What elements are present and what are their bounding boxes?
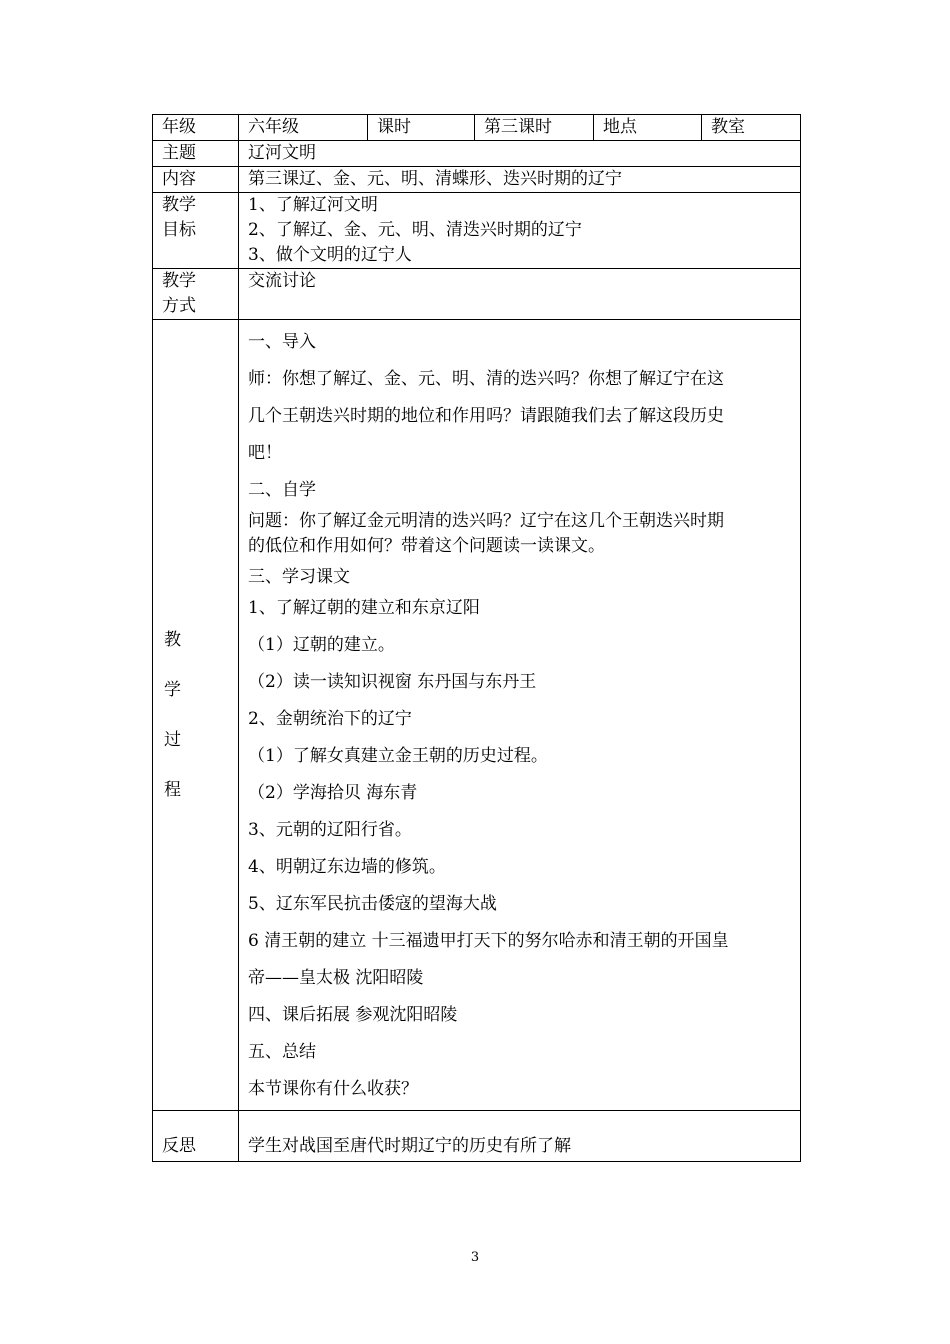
process-label-char: 教	[164, 630, 181, 650]
study-subitem: （2）读一读知识视窗 东丹国与东丹王	[248, 672, 537, 692]
study-item: 2、金朝统治下的辽宁	[248, 709, 412, 729]
goal-item: 3、做个文明的辽宁人	[248, 245, 412, 265]
study-item: 3、元朝的辽阳行省。	[248, 820, 412, 840]
process-label-char: 过	[164, 730, 181, 750]
page-number: 3	[470, 1250, 480, 1265]
goals-label-line2: 目标	[162, 220, 196, 240]
topic-row	[153, 141, 801, 167]
study-item-continued: 帝——皇太极 沈阳昭陵	[248, 968, 424, 988]
topic-value: 辽河文明	[239, 141, 801, 167]
lesson-plan-sheet	[152, 114, 800, 1162]
place-value: 教室	[702, 115, 801, 141]
study-item: 5、辽东军民抗击倭寇的望海大战	[248, 894, 497, 914]
intro-text-line: 师：你想了解辽、金、元、明、清的迭兴吗？你想了解辽宁在这	[248, 369, 724, 389]
process-content	[239, 320, 801, 1111]
goals-row	[153, 193, 801, 269]
method-label	[153, 269, 239, 320]
study-item: 6 清王朝的建立 十三福遗甲打天下的努尔哈赤和清王朝的开国皇	[248, 931, 729, 951]
topic-label: 主题	[153, 141, 239, 167]
study-item: 4、明朝辽东边墙的修筑。	[248, 857, 446, 877]
grade-label: 年级	[153, 115, 239, 141]
intro-text-line: 吧！	[248, 443, 282, 463]
method-label-line2: 方式	[162, 296, 196, 316]
method-row	[153, 269, 801, 320]
goals-label	[153, 193, 239, 269]
method-label-line1: 教学	[162, 271, 196, 291]
study-subitem: （2）学海拾贝 海东青	[248, 783, 418, 803]
process-row	[153, 320, 801, 1111]
method-value: 交流讨论	[239, 269, 801, 320]
goal-item: 2、了解辽、金、元、明、清迭兴时期的辽宁	[248, 220, 582, 240]
process-label-char: 学	[164, 680, 181, 700]
study-item: 1、了解辽朝的建立和东京辽阳	[248, 598, 480, 618]
content-label: 内容	[153, 167, 239, 193]
process-label	[153, 320, 239, 1111]
reflection-row	[153, 1111, 801, 1162]
intro-text-line: 几个王朝迭兴时期的地位和作用吗？请跟随我们去了解这段历史	[248, 406, 724, 426]
study-heading: 三、学习课文	[248, 567, 350, 587]
reflection-label: 反思	[153, 1111, 239, 1162]
self-study-heading: 二、自学	[248, 480, 316, 500]
goals-list	[239, 193, 801, 269]
reflection-value: 学生对战国至唐代时期辽宁的历史有所了解	[239, 1111, 801, 1162]
place-label: 地点	[594, 115, 702, 141]
intro-heading: 一、导入	[248, 332, 316, 352]
grade-value: 六年级	[239, 115, 368, 141]
goals-label-line1: 教学	[162, 195, 196, 215]
content-value: 第三课辽、金、元、明、清蝶形、迭兴时期的辽宁	[239, 167, 801, 193]
process-label-char: 程	[164, 780, 181, 800]
self-study-text-line: 问题：你了解辽金元明清的迭兴吗？辽宁在这几个王朝迭兴时期	[248, 511, 724, 531]
content-row	[153, 167, 801, 193]
study-subitem: （1）辽朝的建立。	[248, 635, 395, 655]
study-subitem: （1）了解女真建立金王朝的历史过程。	[248, 746, 548, 766]
summary-heading: 五、总结	[248, 1042, 316, 1062]
period-value: 第三课时	[475, 115, 594, 141]
summary-question: 本节课你有什么收获？	[248, 1079, 418, 1099]
extension-heading: 四、课后拓展 参观沈阳昭陵	[248, 1005, 458, 1025]
goal-item: 1、了解辽河文明	[248, 195, 378, 215]
self-study-text-line: 的低位和作用如何？带着这个问题读一读课文。	[248, 536, 605, 556]
lesson-plan-table	[152, 114, 801, 1162]
header-row	[153, 115, 801, 141]
period-label: 课时	[368, 115, 475, 141]
